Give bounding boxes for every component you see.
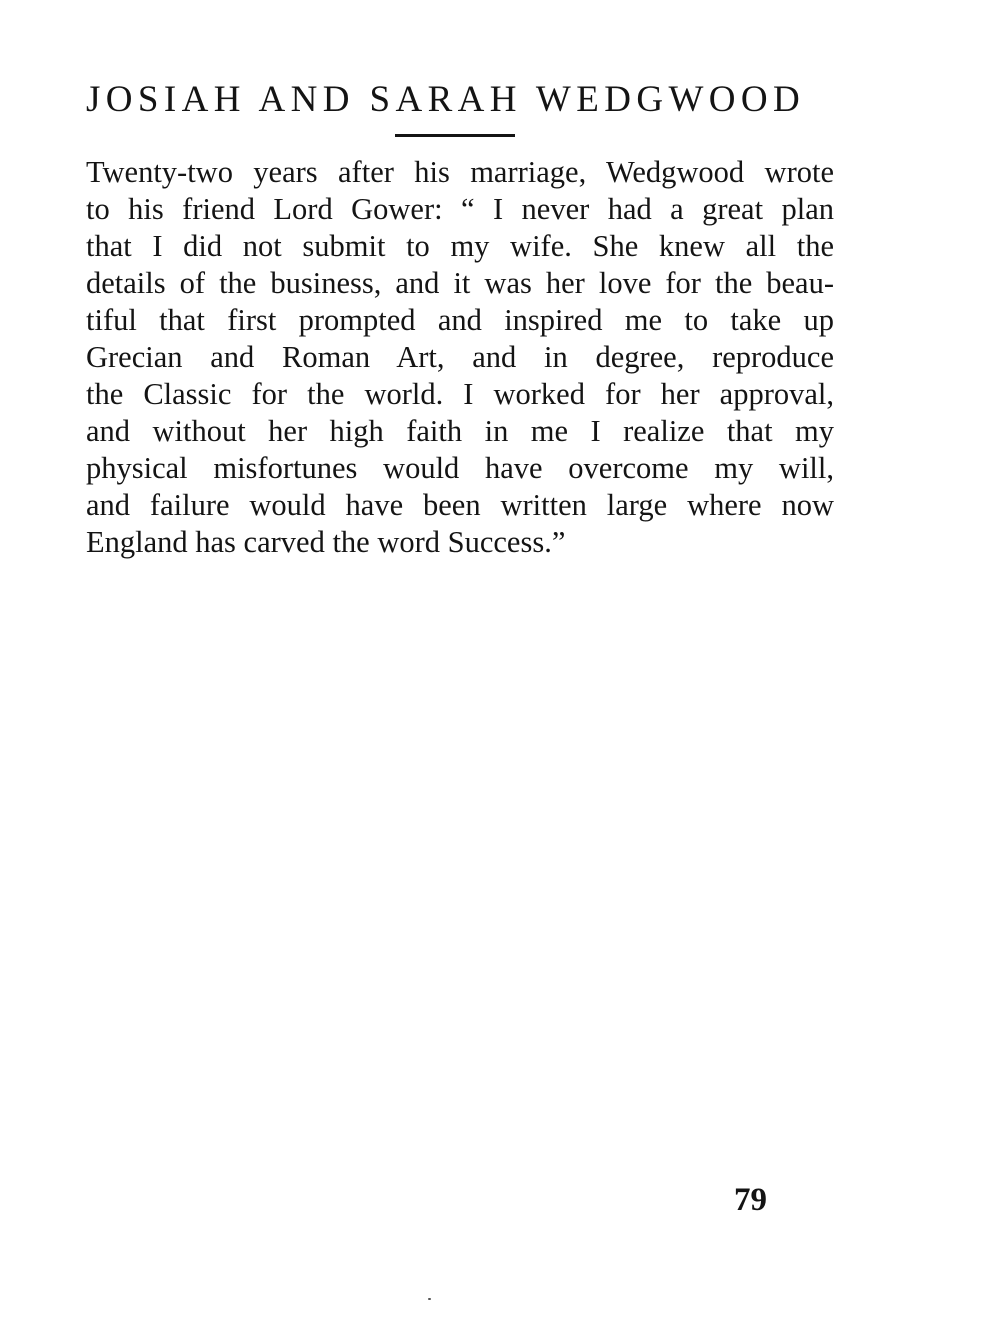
text-line: and without her high faith in me I realize that my <box>86 414 834 448</box>
print-speck <box>428 1298 431 1300</box>
running-head: JOSIAH AND SARAH WEDGWOOD <box>86 79 806 120</box>
body-paragraph <box>86 154 834 561</box>
text-line: the Classic for the world. I worked for her approval, <box>86 377 834 411</box>
text-line: details of the business, and it was her love for the beau- <box>86 266 834 300</box>
text-line: and failure would have been written large where now <box>86 488 834 522</box>
text-line: Twenty-two years after his marriage, Wedgwood wrote <box>86 155 834 189</box>
page-number: 79 <box>734 1182 767 1218</box>
text-line: England has carved the word Success.” <box>86 525 566 559</box>
text-line: physical misfortunes would have overcome my will, <box>86 451 834 485</box>
head-rule <box>395 134 515 137</box>
text-line: tiful that first prompted and inspired me to take up <box>86 303 834 337</box>
text-line: to his friend Lord Gower: “ I never had a great plan <box>86 192 834 226</box>
text-line: Grecian and Roman Art, and in degree, reproduce <box>86 340 834 374</box>
text-line: that I did not submit to my wife. She knew all the <box>86 229 834 263</box>
